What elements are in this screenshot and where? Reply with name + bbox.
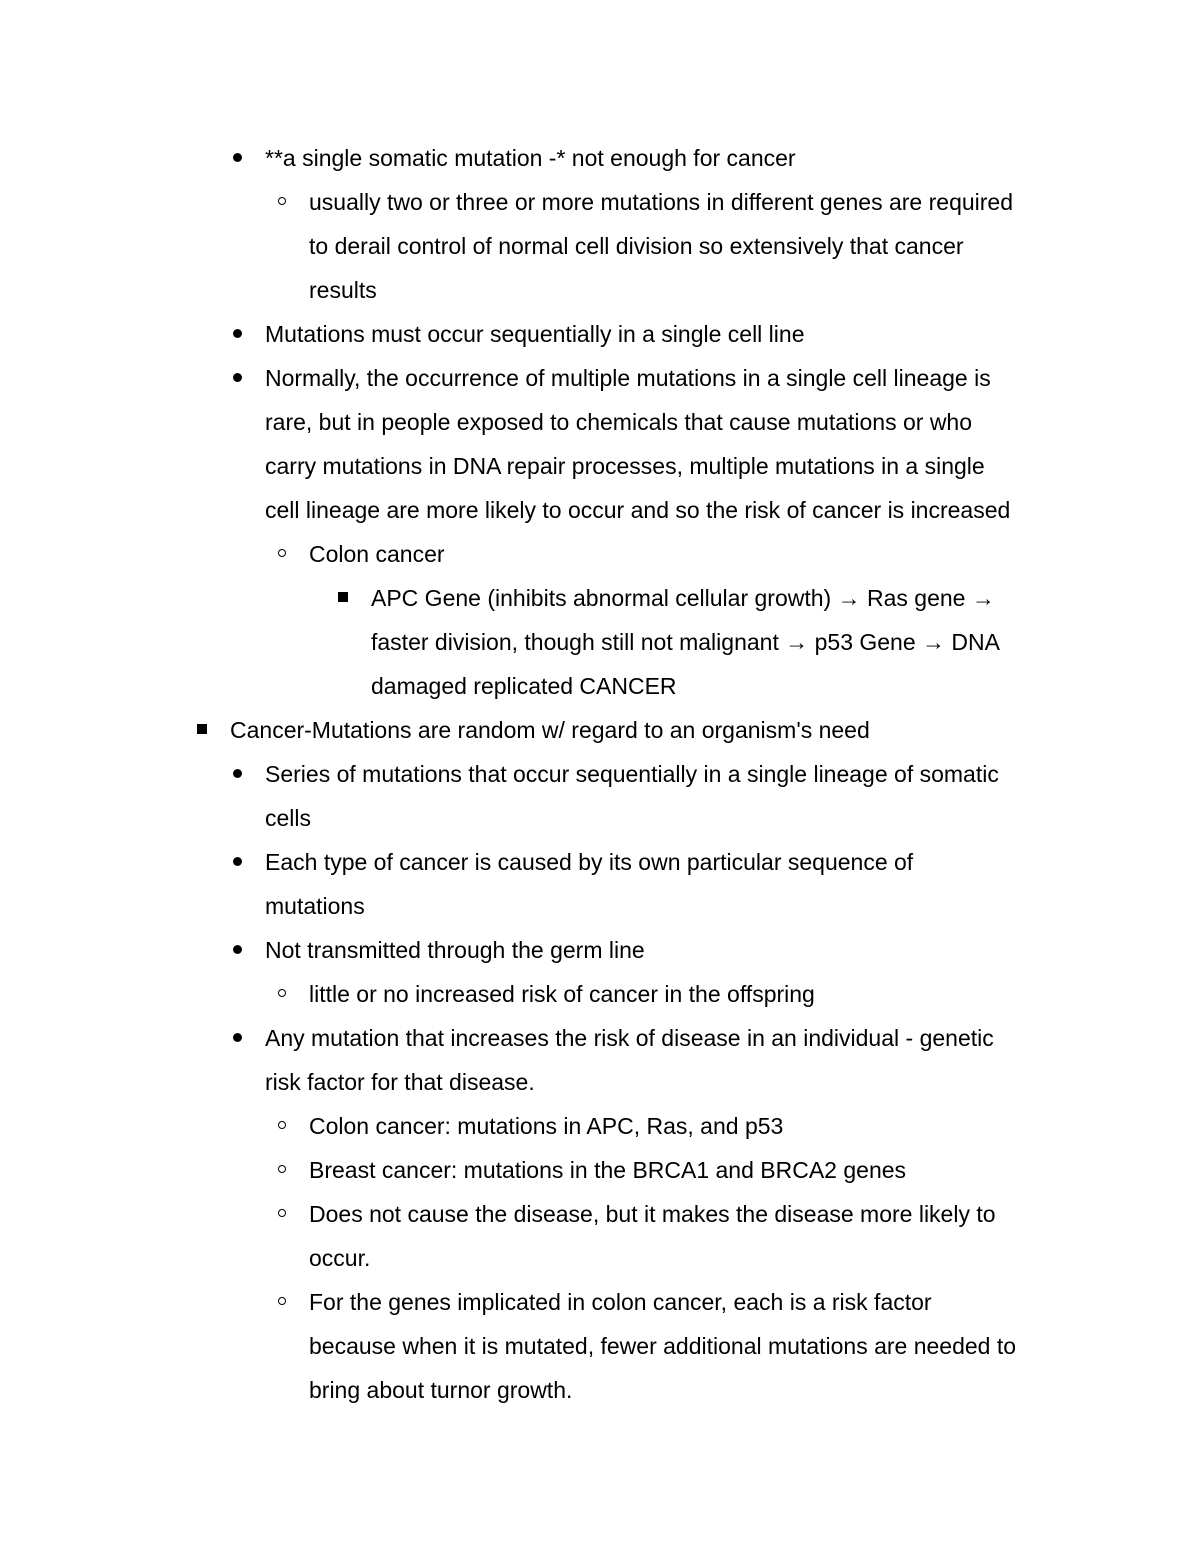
text-line: Mutations must occur sequentially in a single cell line	[265, 321, 805, 347]
text-line: mutations	[265, 893, 365, 919]
text-line: to derail control of normal cell division so extensively that cancer	[309, 233, 964, 259]
bullet-circle-icon	[278, 197, 286, 205]
bullet-disc-icon	[233, 1033, 242, 1042]
bullet-circle-icon	[278, 989, 286, 997]
bullet-square-icon	[338, 592, 348, 602]
bullet-disc-icon	[233, 373, 242, 382]
bullet-square-icon	[197, 724, 207, 734]
text-line: Breast cancer: mutations in the BRCA1 and BRCA2 genes	[309, 1157, 907, 1183]
bullet-disc-icon	[233, 769, 242, 778]
text-line: cells	[265, 805, 312, 831]
text-line: little or no increased risk of cancer in the offspring	[309, 981, 815, 1007]
bullet-circle-icon	[278, 1209, 286, 1217]
bullet-disc-icon	[233, 857, 242, 866]
text-line: APC Gene (inhibits abnormal cellular growth) → Ras gene →	[371, 585, 995, 611]
text-line: Each type of cancer is caused by its own particular sequence of	[265, 849, 914, 875]
text-line: damaged replicated CANCER	[371, 673, 677, 699]
text-line: cell lineage are more likely to occur and so the risk of cancer is increased	[265, 497, 1011, 523]
text-line: Series of mutations that occur sequentially in a single lineage of somatic	[265, 761, 999, 787]
text-line: Normally, the occurrence of multiple mutations in a single cell lineage is	[265, 365, 991, 391]
bullet-circle-icon	[278, 549, 286, 557]
text-line: rare, but in people exposed to chemicals that cause mutations or who	[265, 409, 973, 435]
bullet-disc-icon	[233, 945, 242, 954]
bullet-circle-icon	[278, 1297, 286, 1305]
text-line: Not transmitted through the germ line	[265, 937, 645, 963]
text-line: occur.	[309, 1245, 371, 1271]
text-line: usually two or three or more mutations in different genes are required	[309, 189, 1014, 215]
text-line: Cancer-Mutations are random w/ regard to an organism's need	[230, 717, 870, 743]
text-line: results	[309, 277, 377, 303]
text-line: Does not cause the disease, but it makes the disease more likely to	[309, 1201, 996, 1227]
text-line: Colon cancer	[309, 541, 445, 567]
text-line: risk factor for that disease.	[265, 1069, 535, 1095]
bullet-disc-icon	[233, 329, 242, 338]
text-line: For the genes implicated in colon cancer, each is a risk factor	[309, 1289, 932, 1315]
text-line: carry mutations in DNA repair processes, multiple mutations in a single	[265, 453, 985, 479]
text-line: Any mutation that increases the risk of disease in an individual - genetic	[265, 1025, 994, 1051]
bullet-circle-icon	[278, 1165, 286, 1173]
text-line: because when it is mutated, fewer additional mutations are needed to	[309, 1333, 1017, 1359]
bullet-circle-icon	[278, 1121, 286, 1129]
text-line: faster division, though still not malignant → p53 Gene → DNA	[371, 629, 1000, 655]
bullet-disc-icon	[233, 153, 242, 162]
text-line: bring about turnor growth.	[309, 1377, 573, 1403]
text-line: Colon cancer: mutations in APC, Ras, and p53	[309, 1113, 784, 1139]
text-line: **a single somatic mutation -* not enough for cancer	[265, 145, 796, 171]
